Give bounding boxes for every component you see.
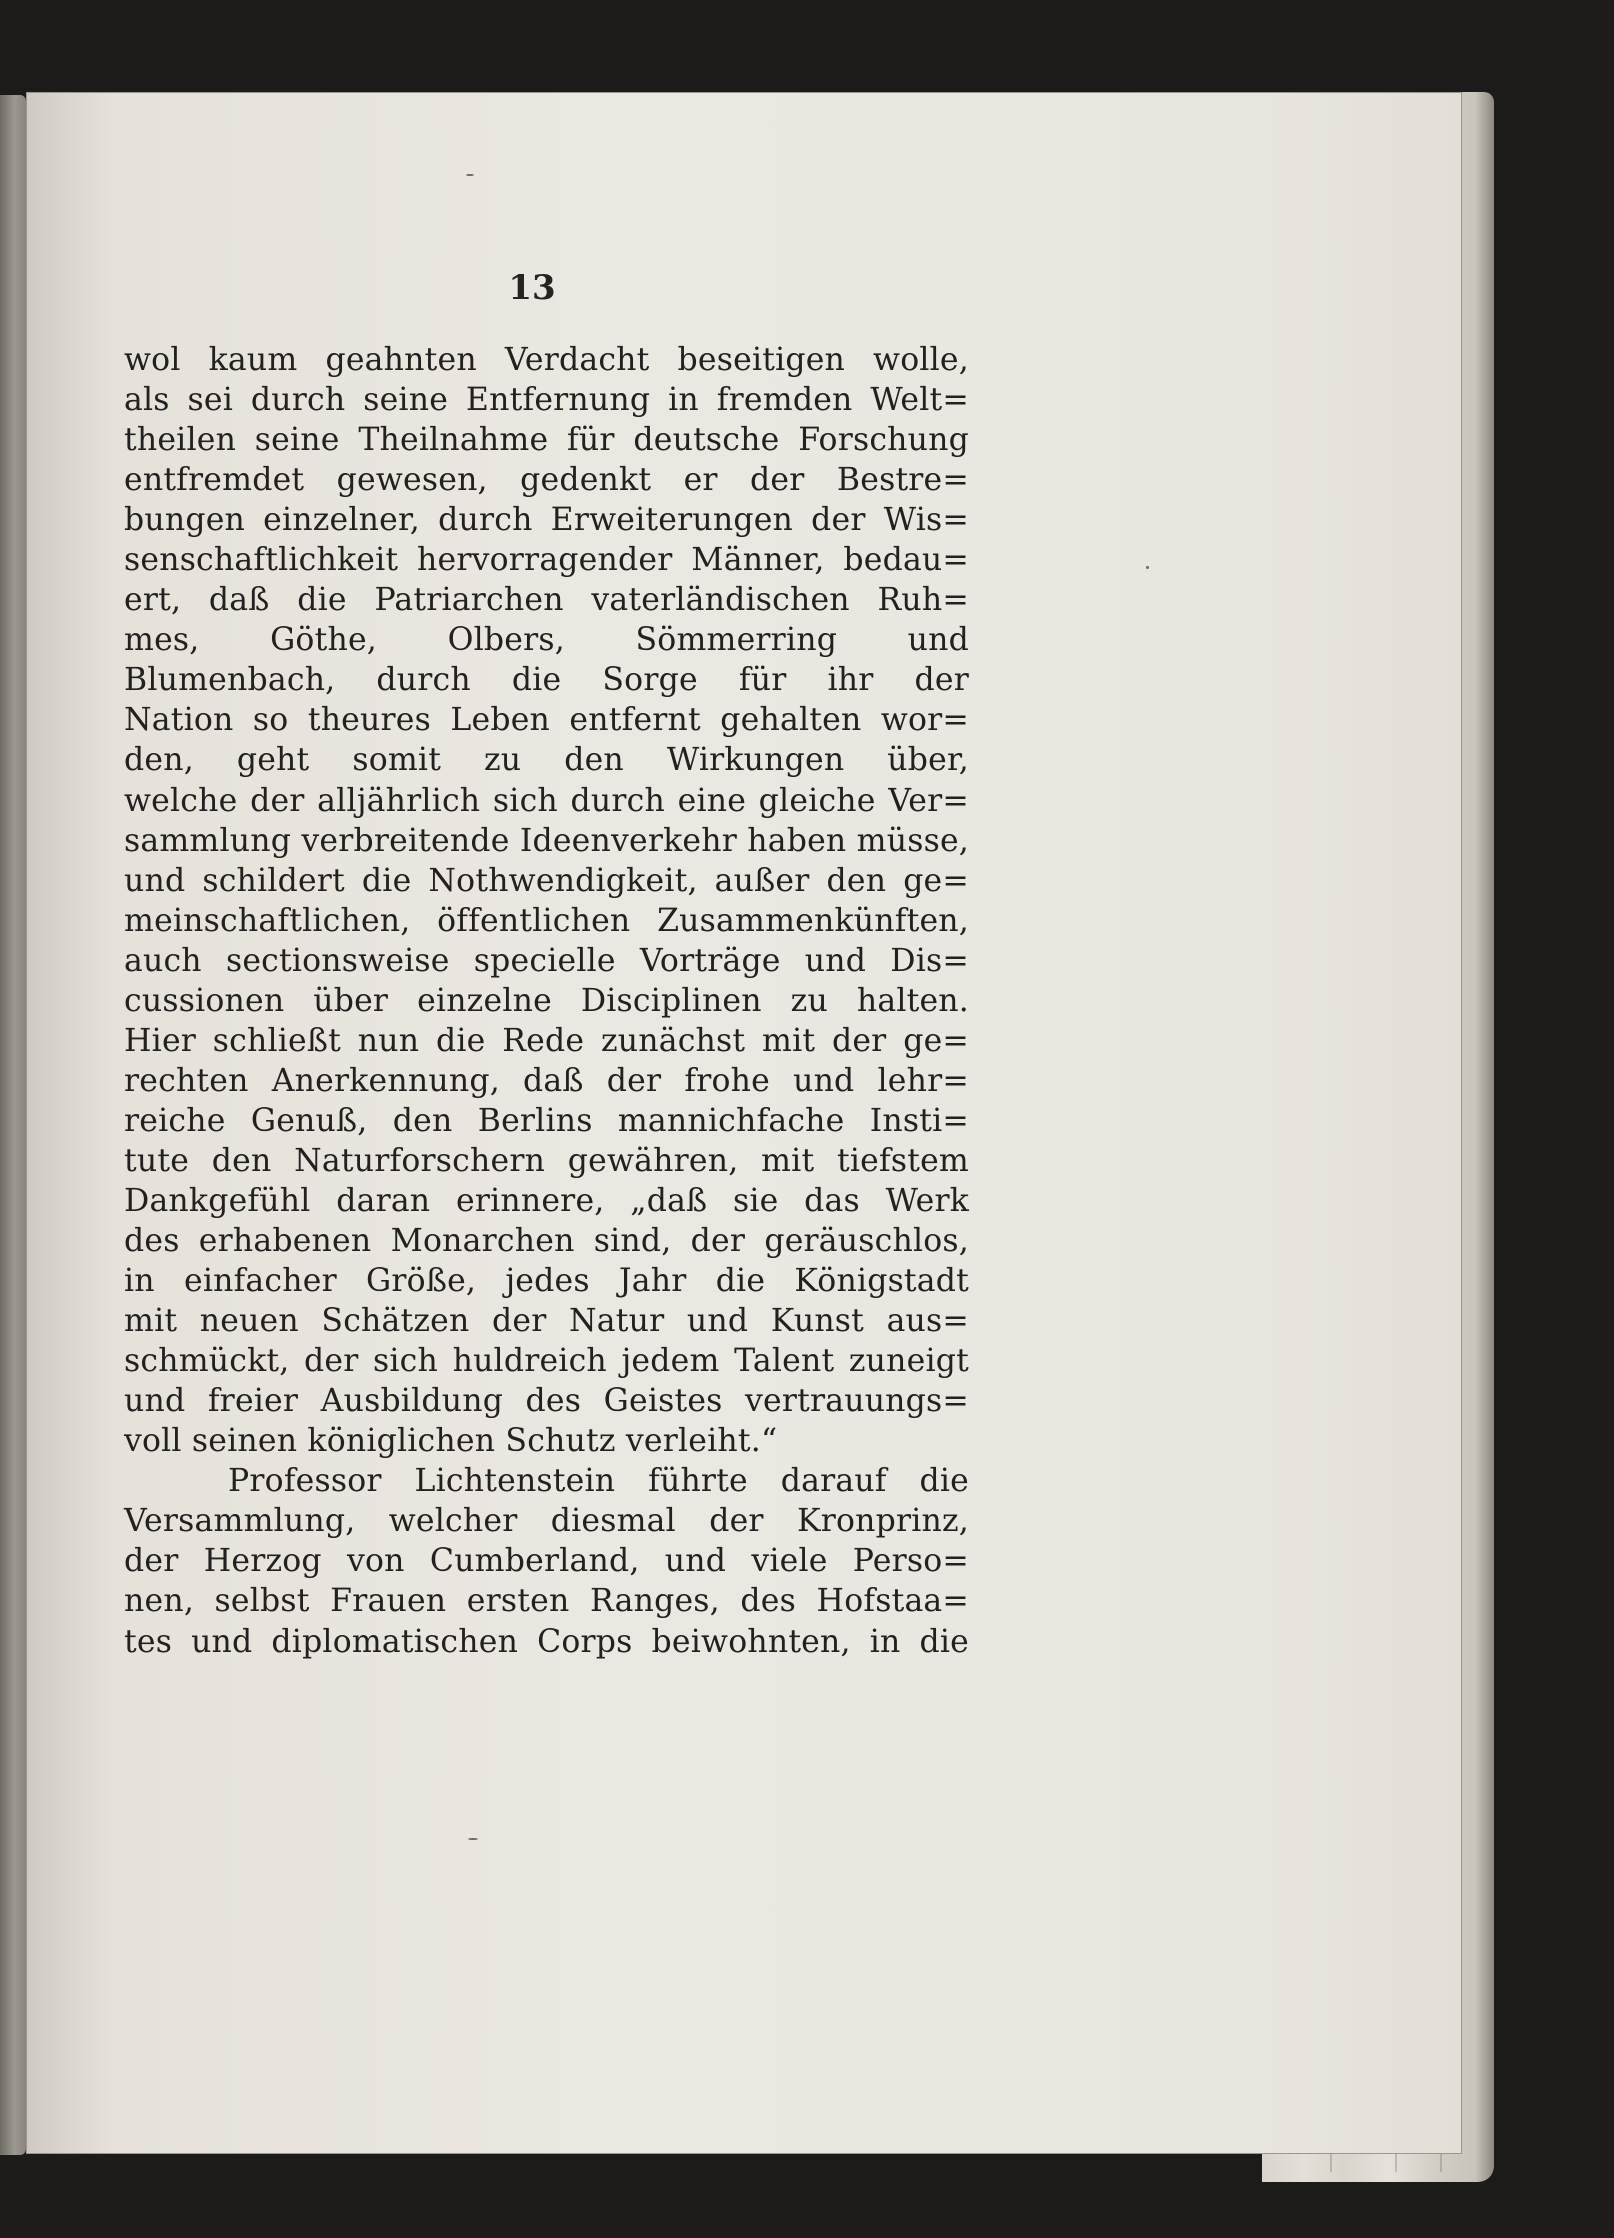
paper-speck (466, 174, 474, 176)
text-line: und schildert die Nothwendigkeit, außer den ge= (124, 862, 969, 899)
text-line: und freier Ausbildung des Geistes vertrauungs= (124, 1383, 969, 1420)
text-line: tute den Naturforschern gewähren, mit tiefstem (124, 1142, 969, 1179)
text-line: ert, daß die Patriarchen vaterländischen Ruh= (124, 582, 969, 619)
page-number: 13 (508, 268, 556, 308)
previous-page-edge (0, 95, 26, 2155)
text-line: senschaftlichkeit hervorragender Männer, bedau= (124, 542, 969, 579)
text-line: Blumenbach, durch die Sorge für ihr der (124, 662, 969, 699)
text-line: bungen einzelner, durch Erweiterungen der Wis= (124, 502, 969, 539)
text-line: auch sectionsweise specielle Vorträge und Dis= (124, 942, 969, 979)
text-line: sammlung verbreitende Ideenverkehr haben müsse, (124, 822, 969, 859)
text-line: mit neuen Schätzen der Natur und Kunst aus= (124, 1303, 969, 1340)
text-line: schmückt, der sich huldreich jedem Talent zuneigt (124, 1343, 969, 1380)
text-line: welche der alljährlich sich durch eine gleiche Ver= (124, 782, 969, 819)
text-line: meinschaftlichen, öffentlichen Zusammenkünften, (124, 902, 969, 939)
text-line: des erhabenen Monarchen sind, der geräuschlos, (124, 1223, 969, 1260)
text-line: wol kaum geahnten Verdacht beseitigen wolle, (124, 342, 969, 378)
text-line: Versammlung, welcher diesmal der Kronprinz, (124, 1503, 969, 1540)
text-line: rechten Anerkennung, daß der frohe und lehr= (124, 1062, 969, 1099)
text-line: mes, Göthe, Olbers, Sömmerring und (124, 622, 969, 659)
text-line: Professor Lichtenstein führte darauf die (228, 1463, 969, 1500)
text-line: cussionen über einzelne Disciplinen zu halten. (124, 982, 969, 1019)
text-line: voll seinen königlichen Schutz verleiht.“ (124, 1423, 778, 1460)
paper-speck (468, 1838, 478, 1840)
text-line: in einfacher Größe, jedes Jahr die Königstadt (124, 1263, 969, 1300)
text-line: reiche Genuß, den Berlins mannichfache Insti= (124, 1102, 969, 1139)
text-line: der Herzog von Cumberland, und viele Perso= (124, 1543, 969, 1580)
text-line: theilen seine Theilnahme für deutsche Forschung (124, 422, 969, 459)
text-line: den, geht somit zu den Wirkungen über, (124, 742, 969, 779)
text-line: tes und diplomatischen Corps beiwohnten, in die (124, 1623, 969, 1660)
paper-speck (1146, 566, 1149, 569)
text-line: als sei durch seine Entfernung in fremden Welt= (124, 382, 969, 419)
body-text (124, 340, 969, 1662)
text-line: Nation so theures Leben entfernt gehalten wor= (124, 702, 969, 739)
text-line: Hier schließt nun die Rede zunächst mit der ge= (124, 1022, 969, 1059)
text-line: nen, selbst Frauen ersten Ranges, des Hofstaa= (124, 1583, 969, 1620)
text-line: Dankgefühl daran erinnere, „daß sie das Werk (124, 1182, 969, 1219)
text-line: entfremdet gewesen, gedenkt er der Bestre= (124, 462, 969, 499)
